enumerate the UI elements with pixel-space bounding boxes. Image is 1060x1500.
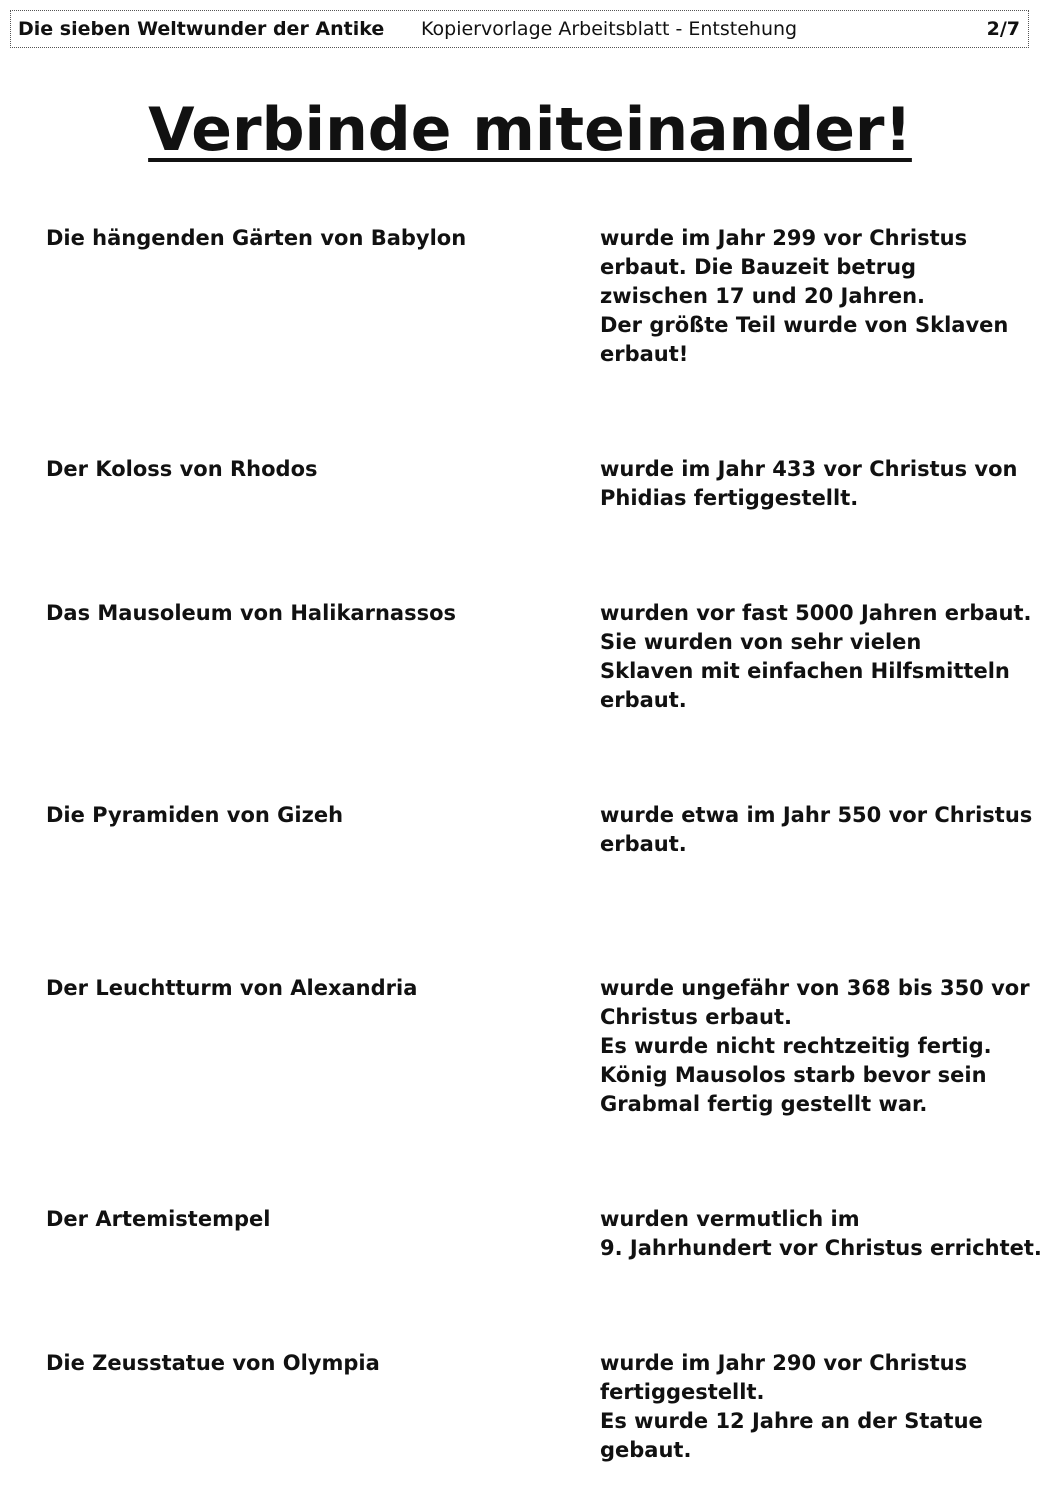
- worksheet-header: [10, 10, 1029, 48]
- fact-block: [600, 599, 1032, 715]
- fact-line: erbaut!: [600, 342, 689, 366]
- wonder-label: Der Leuchtturm von Alexandria: [46, 976, 418, 1000]
- wonder-label: Der Artemistempel: [46, 1207, 271, 1231]
- fact-line: gebaut.: [600, 1438, 692, 1462]
- fact-line: Es wurde 12 Jahre an der Statue: [600, 1409, 983, 1433]
- fact-line: König Mausolos starb bevor sein: [600, 1063, 987, 1087]
- wonder-label: Die Zeusstatue von Olympia: [46, 1351, 380, 1375]
- fact-line: Christus erbaut.: [600, 1005, 792, 1029]
- wonder-label: Der Koloss von Rhodos: [46, 457, 318, 481]
- fact-line: wurde im Jahr 290 vor Christus: [600, 1351, 968, 1375]
- fact-line: wurden vermutlich im: [600, 1207, 860, 1231]
- header-subtitle: Kopiervorlage Arbeitsblatt - Entstehung: [421, 18, 798, 40]
- fact-line: wurde ungefähr von 368 bis 350 vor: [600, 976, 1030, 1000]
- fact-line: Phidias fertiggestellt.: [600, 486, 859, 510]
- header-page-number: 2/7: [986, 18, 1020, 40]
- page-title: [0, 92, 1060, 168]
- fact-block: [600, 224, 1008, 369]
- fact-block: [600, 974, 1030, 1119]
- fact-block: [600, 1205, 1042, 1263]
- fact-line: Grabmal fertig gestellt war.: [600, 1092, 928, 1116]
- fact-line: erbaut.: [600, 832, 687, 856]
- header-topic: Die sieben Weltwunder der Antike: [18, 18, 385, 40]
- page-title-text: Verbinde miteinander!: [148, 95, 912, 165]
- fact-line: erbaut. Die Bauzeit betrug: [600, 255, 917, 279]
- fact-block: [600, 1349, 983, 1465]
- fact-block: [600, 455, 1018, 513]
- wonder-label: Das Mausoleum von Halikarnassos: [46, 601, 457, 625]
- fact-block: [600, 801, 1032, 859]
- wonder-label: Die Pyramiden von Gizeh: [46, 803, 344, 827]
- fact-line: wurde im Jahr 299 vor Christus: [600, 226, 968, 250]
- fact-line: wurde im Jahr 433 vor Christus von: [600, 457, 1018, 481]
- fact-line: erbaut.: [600, 688, 687, 712]
- fact-line: wurden vor fast 5000 Jahren erbaut.: [600, 601, 1032, 625]
- fact-line: Es wurde nicht rechtzeitig fertig.: [600, 1034, 992, 1058]
- fact-line: zwischen 17 und 20 Jahren.: [600, 284, 925, 308]
- fact-line: wurde etwa im Jahr 550 vor Christus: [600, 803, 1033, 827]
- fact-line: Sie wurden von sehr vielen: [600, 630, 922, 654]
- fact-line: Sklaven mit einfachen Hilfsmitteln: [600, 659, 1010, 683]
- fact-line: 9. Jahrhundert vor Christus errichtet.: [600, 1236, 1042, 1260]
- fact-line: fertiggestellt.: [600, 1380, 765, 1404]
- fact-line: Der größte Teil wurde von Sklaven: [600, 313, 1009, 337]
- wonder-label: Die hängenden Gärten von Babylon: [46, 226, 467, 250]
